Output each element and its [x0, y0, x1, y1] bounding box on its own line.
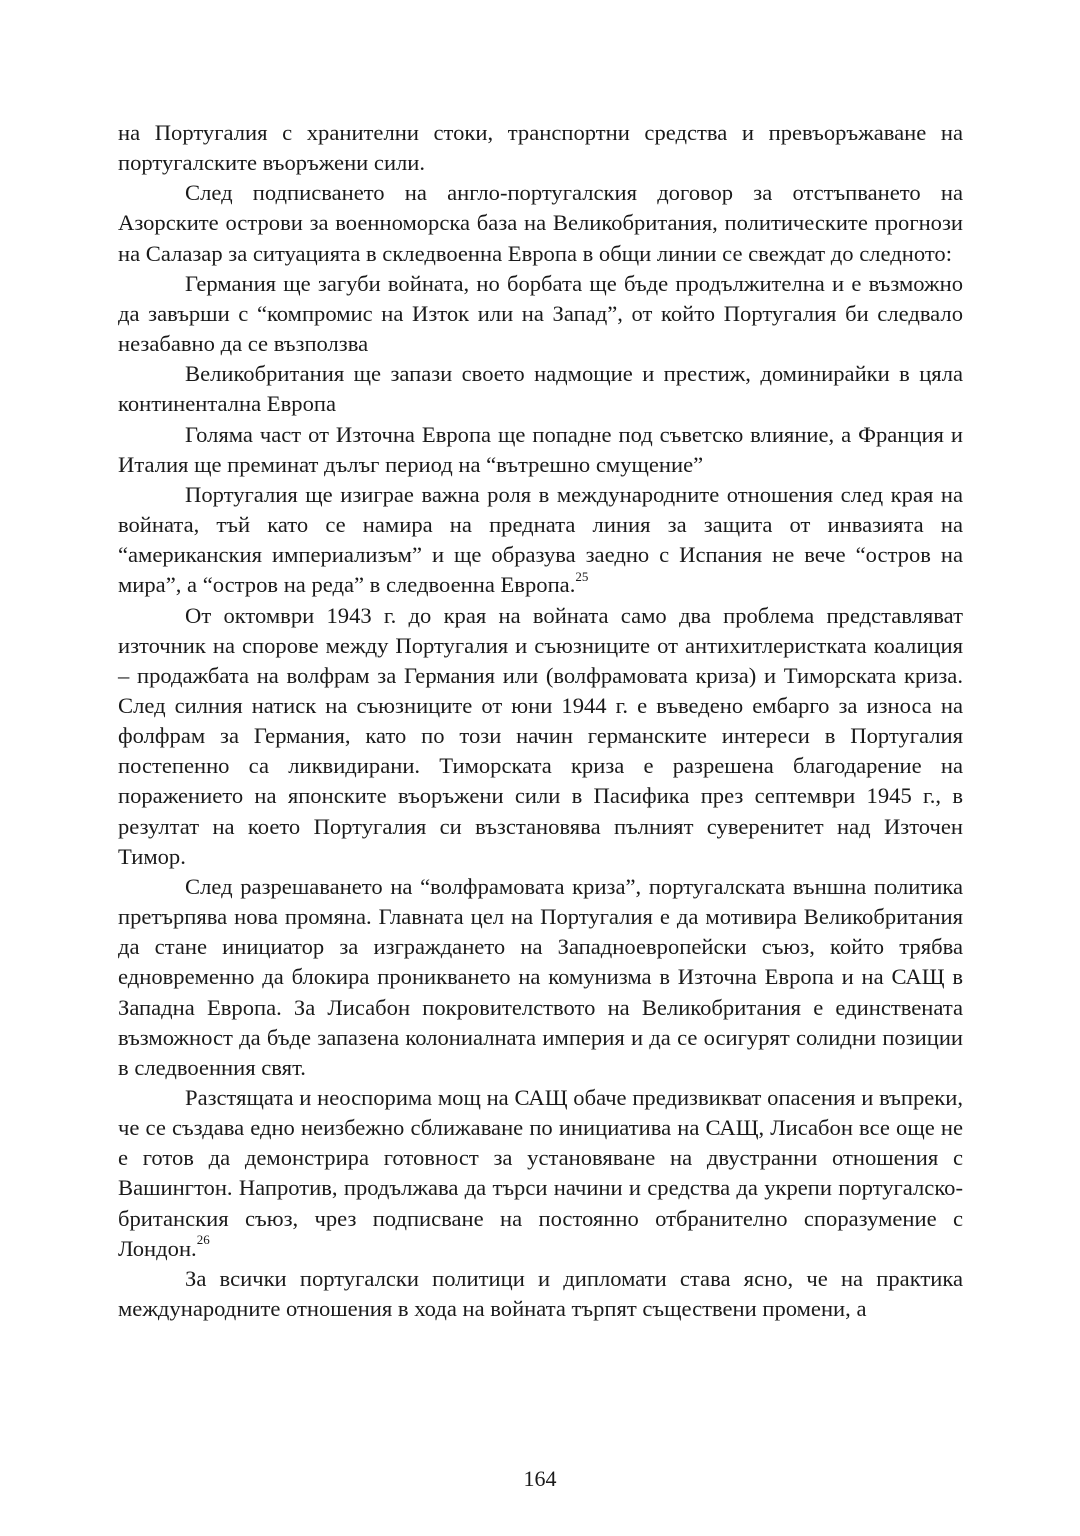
footnote-marker: 26 — [196, 1232, 210, 1248]
paragraph: Германия ще загуби войната, но борбата ще бъде продължителна и е възможно да завърши с “компромис на Изток или на Запад”, от който Португалия би следвало незабавно да се възползва — [118, 270, 963, 357]
paragraph — [118, 1083, 963, 1264]
paragraph: От октомври 1943 г. до края на войната само два проблема представляват източник на спорове между Португалия и съюзниците от антихитлеристката коалиция – продажбата на волфрам за Германия или (волфрамовата криза) и Тиморската криза. След силния натиск на съюзниците от юни 1944 г. е въведено ембарго за износа на фолфрам за Германия, като по този начин германските интереси в Португалия постепенно са ликвидирани. Тиморската криза е разрешена благодарение на поражението на японските въоръжени сили в Пасифика през септември 1945 г., в резултат на което Португалия си възстановява пълният суверенитет над Източен Тимор. — [118, 602, 963, 869]
page-number: 164 — [523, 1466, 557, 1491]
paragraph-text: Разстящата и неоспорима мощ на САЩ обаче предизвикват опасения и въпреки, че се създава едно неизбежно сближаване по инициатива на САЩ, Лисабон все още не е готов да демонстрира готовност за установяване на двустранни отношения с Вашингтон. Напротив, продължава да търси начини и средства да укрепи португалско-британския съюз, чрез подписване на постоянно отбранително споразумение с Лондон. — [118, 1085, 963, 1261]
paragraph: След разрешаването на “волфрамовата криза”, португалската външна политика претърпява нова промяна. Главната цел на Португалия е да мотивира Великобритания да стане инициатор за изграждането на Западноевропейски съюз, който трябва едновременно да блокира проникването на комунизма в Източна Европа и на САЩ в Западна Европа. За Лисабон покровителството на Великобритания е единствената възможност да бъде запазена колониалната империя и да се осигурят солидни позиции в следвоенния свят. — [118, 873, 963, 1080]
paragraph: на Португалия с хранителни стоки, транспортни средства и превъоръжаване на португалските въоръжени сили. — [118, 120, 963, 176]
body-text — [118, 118, 963, 1324]
footnote-marker: 25 — [575, 568, 589, 584]
paragraph-text: Португалия ще изиграе важна роля в международните отношения след края на войната, тъй като се намира на предната линия за защита от инвазията на “американския империализъм” и ще образува заедно с Испания не вече “остров на мира”, а “остров на реда” в следвоенна Европа. — [118, 481, 963, 598]
paragraph: Великобритания ще запази своето надмощие и престиж, доминирайки в цяла континентална Европа — [118, 361, 963, 417]
paragraph: Голяма част от Източна Европа ще попадне под съветско влияние, а Франция и Италия ще преминат дълъг период на “вътрешно смущение” — [118, 421, 963, 477]
paragraph: За всички португалски политици и дипломати става ясно, че на практика международните отношения в хода на войната търпят съществени промени, а — [118, 1265, 963, 1322]
paragraph: След подписването на англо-португалския договор за отстъпването на Азорските острови за военноморска база на Великобритания, политическите прогнози на Салазар за ситуацията в скледвоенна Европа в общи линии се свеждат до следното: — [118, 180, 963, 266]
paragraph — [118, 480, 963, 601]
